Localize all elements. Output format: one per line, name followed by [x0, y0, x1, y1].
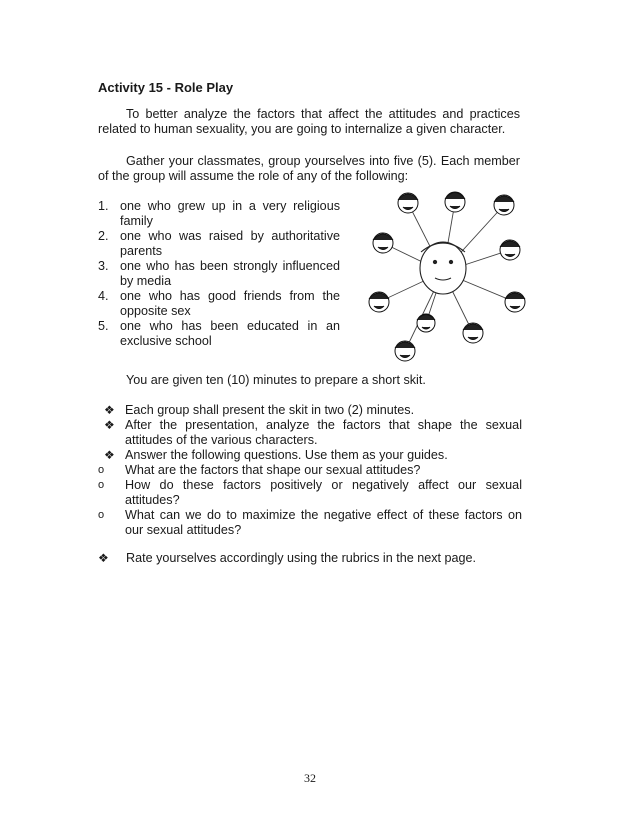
face-icon — [373, 233, 393, 253]
face-icon — [505, 292, 525, 312]
circle-bullet-icon: o — [98, 464, 105, 476]
face-icon — [494, 195, 514, 215]
list-item — [98, 229, 340, 259]
list-item — [98, 478, 522, 508]
list-text: our sexual attitudes? — [125, 523, 242, 537]
list-text: Answer the following questions. Use them as your guides. — [125, 448, 448, 462]
list-text: one who grew up in a very religious — [120, 199, 340, 213]
diamond-bullet-icon: ❖ — [98, 551, 109, 565]
face-icon — [395, 341, 415, 361]
diamond-bullet-icon: ❖ — [104, 403, 115, 417]
final-instruction-text: Rate yourselves accordingly using the rubrics in the next page. — [126, 551, 477, 565]
list-item — [98, 508, 522, 538]
page-number: 32 — [304, 771, 316, 785]
list-text: What are the factors that shape our sexual attitudes? — [125, 463, 421, 477]
final-instruction — [98, 551, 528, 566]
list-text: family — [120, 214, 153, 228]
list-text: After the presentation, analyze the factors that shape the sexual — [125, 418, 522, 432]
list-item — [104, 448, 522, 463]
face-icon — [463, 323, 483, 343]
gather-paragraph: Gather your classmates, group yourselves into five (5). Each member of the group will assume the role of any of the following: — [98, 154, 520, 183]
list-number: 1. — [98, 199, 109, 213]
intro-paragraph: To better analyze the factors that affect the attitudes and practices related to human sexuality, you are going to internalize a given character. — [98, 107, 520, 136]
activity-title: Activity 15 - Role Play — [98, 80, 234, 95]
list-item — [98, 289, 340, 319]
prep-paragraph: You are given ten (10) minutes to prepare a short skit. — [126, 373, 426, 387]
list-text: Each group shall present the skit in two (2) minutes. — [125, 403, 415, 417]
central-face-icon — [420, 242, 466, 294]
circle-bullet-icon: o — [98, 509, 105, 521]
list-item — [98, 463, 522, 478]
list-number: 5. — [98, 319, 109, 333]
instruction-list — [98, 403, 522, 538]
face-icon — [417, 314, 435, 332]
list-item — [98, 319, 340, 349]
face-icon — [445, 192, 465, 212]
diamond-bullet-icon: ❖ — [104, 418, 115, 432]
list-item — [104, 403, 522, 418]
list-text: exclusive school — [120, 334, 212, 348]
list-number: 2. — [98, 229, 109, 243]
list-text: one who was raised by authoritative — [120, 229, 340, 243]
list-text: attitudes of the various characters. — [125, 433, 318, 447]
list-number: 4. — [98, 289, 109, 303]
list-item — [104, 418, 522, 448]
list-text: opposite sex — [120, 304, 191, 318]
character-network-illustration — [355, 190, 535, 365]
list-text: one who has been educated in an — [120, 319, 340, 333]
list-number: 3. — [98, 259, 109, 273]
diamond-bullet-icon: ❖ — [104, 448, 115, 462]
list-text: parents — [120, 244, 163, 258]
face-icon — [398, 193, 418, 213]
list-item — [98, 259, 340, 289]
list-text: one who has good friends from the — [120, 289, 340, 303]
list-item — [98, 199, 340, 229]
role-list — [98, 199, 340, 349]
list-text: How do these factors positively or negatively affect our sexual — [125, 478, 522, 492]
list-text: one who has been strongly influenced — [120, 259, 340, 273]
list-text: What can we do to maximize the negative effect of these factors on — [125, 508, 522, 522]
face-icon — [369, 292, 389, 312]
list-text: attitudes? — [125, 493, 180, 507]
list-text: by media — [120, 274, 172, 288]
face-icon — [500, 240, 520, 260]
circle-bullet-icon: o — [98, 479, 105, 491]
